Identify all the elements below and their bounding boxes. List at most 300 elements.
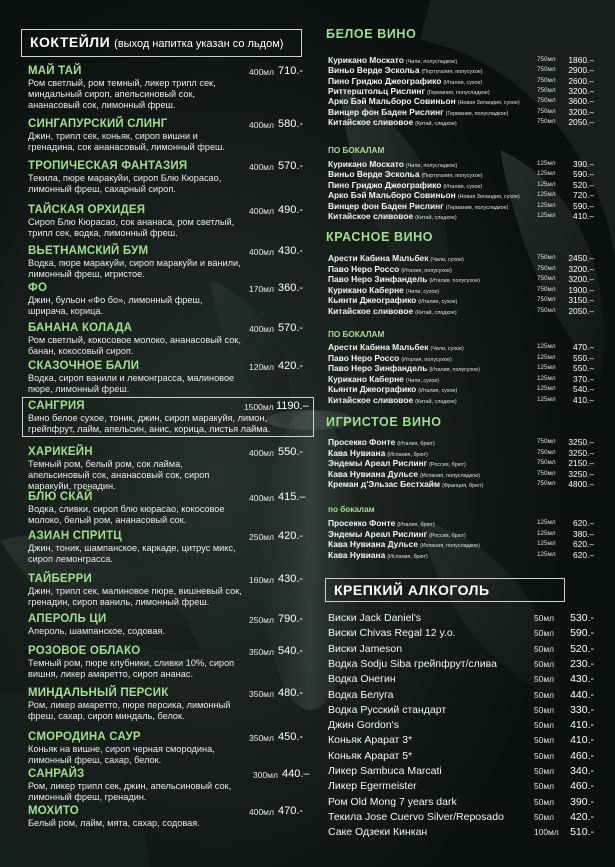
wine-price: 3600.– — [568, 96, 594, 107]
wine-price: 590.– — [573, 200, 594, 211]
cocktail-description: Темный ром, белый ром, сок лайма, апельсиновый сок, ананасовый сок, сироп маракуйи, гренадин. — [28, 459, 210, 491]
wine-volume: 125мл — [537, 395, 556, 403]
white-wine-title: БЕЛОЕ ВИНО — [326, 27, 417, 41]
cocktail-name: САНГРИЯ — [28, 400, 85, 412]
spirit-name: Ликер Egermeister — [328, 780, 417, 793]
spirit-volume: 50мл — [534, 689, 554, 700]
wine-price: 2900.– — [568, 65, 594, 76]
wine-volume: 750мл — [537, 97, 556, 105]
wine-row — [328, 295, 594, 305]
cocktail-item — [28, 282, 313, 317]
wine-name-text: Паво Неро Зинфандель — [328, 363, 428, 373]
wine-row — [328, 159, 594, 169]
sparkling-wine-glass-title: по бокалам — [328, 505, 375, 514]
wine-note: (Испания, полусладкое) — [420, 472, 480, 479]
cocktail-name: ТАЙСКАЯ ОРХИДЕЯ — [28, 204, 146, 216]
wine-row — [328, 529, 594, 539]
cocktail-volume: 400мл — [249, 807, 274, 817]
spirit-name: Водка Русский стандарт — [328, 703, 447, 716]
wine-volume: 750мл — [537, 264, 556, 272]
cocktail-price: 415.– — [278, 491, 306, 503]
wine-name-text: Кава Нувиана Дульсе — [328, 468, 418, 479]
wine-name-text: Паво Неро Россо — [328, 352, 400, 363]
cocktail-price: 430.- — [278, 245, 304, 257]
wine-price: 720.– — [573, 190, 594, 201]
cocktail-name: ФО — [28, 282, 48, 294]
wine-price: 590.– — [573, 169, 594, 180]
wine-volume: 125мл — [537, 160, 556, 167]
spirit-name: Текила Jose Cuervo Silver/Reposado — [328, 810, 504, 823]
wine-note: (Португалия, полусухое) — [421, 69, 483, 76]
wine-price: 410.– — [573, 394, 594, 405]
wine-price: 470.– — [573, 342, 594, 352]
wine-price: 3200.– — [568, 263, 594, 274]
wine-volume: 750мл — [537, 107, 556, 115]
spirit-row — [328, 749, 594, 764]
spirit-row — [328, 672, 594, 687]
wine-name-text: Арко Бэй Мальборо Совиньон — [328, 190, 456, 201]
wine-price: 620.– — [573, 549, 594, 560]
wine-row — [328, 550, 594, 560]
wine-note: (Новая Зеландия, сухое) — [457, 194, 520, 201]
spirit-volume: 50мл — [534, 796, 554, 807]
cocktail-price: 420.- — [278, 530, 304, 542]
cocktail-description: Джин, трипл сек, малиновое пюре, вишневый сок, гренадин, сироп ваниль, лимонный фреш. — [28, 586, 242, 607]
spirit-volume: 100мл — [534, 827, 559, 838]
wine-row — [328, 363, 594, 373]
spirit-volume: 50мл — [534, 643, 554, 654]
wine-price: 3200.– — [568, 106, 594, 117]
wine-row — [328, 374, 594, 384]
wine-name-text: Арести Кабина Мальбек — [328, 342, 429, 352]
cocktail-name: РОЗОВОЕ ОБЛАКО — [28, 645, 141, 657]
spirit-price: 340.- — [570, 765, 594, 777]
cocktail-description: Водка, сироп ванили и лемонграсса, малиновое пюре, лимонный фреш. — [28, 373, 235, 394]
wine-row — [328, 117, 594, 127]
wine-name-text: Китайское сливовое — [328, 305, 414, 316]
cocktail-item — [28, 446, 313, 492]
wine-row — [328, 65, 594, 75]
spirits-title: КРЕПКИЙ АЛКОГОЛЬ — [334, 582, 490, 598]
cocktail-volume: 120мл — [249, 362, 274, 372]
wine-price: 390.– — [573, 159, 594, 169]
spirit-name: Ром Old Mong 7 years dark — [328, 795, 457, 808]
spirit-name: Саке Одзеки Кинкан — [328, 826, 428, 839]
cocktail-description: Джин, тоник, шампанское, каркаде, цитрус микс, сироп лемонграсса. — [28, 543, 236, 564]
wine-price: 2150.– — [568, 458, 594, 468]
wine-volume: 750мл — [537, 117, 556, 125]
wine-name-text: Китайское сливовое — [328, 116, 414, 127]
wine-name-text: Пино Гриджо Джеографико — [328, 75, 442, 86]
spirit-row — [328, 779, 594, 794]
spirit-volume: 50мл — [534, 781, 554, 792]
cocktail-item — [28, 245, 313, 280]
wine-name-text: Китайское сливовое — [328, 394, 414, 405]
wine-volume: 750мл — [537, 86, 556, 94]
spirit-price: 410.- — [570, 719, 594, 732]
wine-note: (Китай, сладкое) — [415, 309, 457, 316]
wine-volume: 750мл — [537, 275, 556, 282]
cocktail-description: Текила, пюре маракуйи, сироп Блю Кюрасао, лимонный фреш, сахарный сироп. — [28, 173, 222, 194]
wine-name-text: Курикано Каберне — [328, 373, 404, 384]
cocktail-description: Сироп Блю Кюрасао, сок ананаса, ром светлый, трипл сек, водка, лимонный фреш. — [28, 217, 235, 238]
wine-name-text: Эндемы Ареал Рислинг — [328, 458, 428, 468]
white-wine-glass-title: ПО БОКАЛАМ — [328, 146, 385, 155]
wine-volume: 125мл — [537, 529, 556, 537]
cocktail-name: САНРАЙЗ — [28, 768, 85, 780]
wine-note: (Россия, брют) — [429, 462, 466, 468]
cocktail-volume: 400мл — [249, 493, 274, 503]
wine-note: (Италия, сухое) — [418, 388, 458, 394]
wine-row — [328, 458, 594, 468]
wine-name-text: Кьянти Джеографико — [328, 295, 417, 305]
cocktail-volume: 350мл — [249, 733, 274, 743]
cocktail-volume: 170мл — [249, 284, 274, 294]
spirit-name: Виски Chivas Regal 12 y.o. — [328, 627, 456, 640]
spirit-name: Ликер Sambuca Marcati — [328, 765, 442, 777]
cocktail-name: МАЙ ТАЙ — [28, 65, 82, 77]
spirit-name: Водка Sodju Siba грейпфрут/слива — [328, 657, 497, 670]
wine-volume: 125мл — [537, 550, 556, 558]
cocktail-price: 540.- — [278, 645, 304, 657]
cocktail-volume: 400мл — [249, 162, 274, 172]
cocktail-item — [28, 491, 313, 526]
wine-row — [328, 76, 594, 86]
spirit-price: 520.- — [570, 642, 594, 655]
wine-volume: 125мл — [537, 180, 556, 188]
cocktail-item — [28, 160, 313, 195]
wine-note: (Китай, сладкое) — [415, 398, 457, 405]
wine-row — [328, 211, 594, 221]
wine-price: 3250.– — [568, 468, 594, 479]
cocktail-volume: 350мл — [249, 689, 274, 699]
cocktail-item — [28, 768, 313, 803]
cocktail-volume: 400мл — [249, 448, 274, 458]
wine-note: (Чили, сухое) — [430, 257, 464, 263]
spirit-volume: 50мл — [534, 750, 554, 761]
wine-name — [328, 395, 457, 407]
wine-note: (Россия, брют) — [429, 532, 466, 539]
spirit-price: 510.- — [570, 826, 594, 839]
wine-row — [328, 306, 594, 316]
cocktail-volume: 350мл — [249, 647, 274, 657]
wine-row — [328, 539, 594, 549]
wine-row — [328, 107, 594, 117]
cocktail-description: Ром, ликер амаретто, пюре персика, лимонный фреш, сахар, сироп миндаль, белок. — [28, 700, 231, 721]
spirit-name: Джин Gordon's — [328, 719, 399, 732]
cocktail-price: 580.- — [278, 118, 304, 130]
cocktail-price: 360.- — [278, 282, 304, 294]
wine-name-text: Виньо Верде Эскольа — [328, 169, 420, 180]
wine-name-text: Эндемы Ареал Рислинг — [328, 528, 428, 539]
wine-row — [328, 55, 594, 65]
spirit-volume: 50мл — [534, 658, 554, 669]
wine-row — [328, 479, 594, 489]
spirit-name: Водка Белуга — [328, 688, 394, 701]
wine-note: (Испания, полусладкое) — [420, 543, 480, 549]
wine-row — [328, 274, 594, 284]
wine-volume: 750мл — [537, 66, 556, 74]
wine-price: 3150.– — [568, 295, 594, 305]
wine-price: 620.– — [573, 518, 594, 528]
cocktail-name: СИНГАПУРСКИЙ СЛИНГ — [28, 118, 168, 130]
cocktail-description: Темный ром, пюре клубники, сливки 10%, сироп вишня, ликер амаретто, сироп ананас. — [28, 658, 235, 679]
wine-volume: 125мл — [537, 212, 556, 219]
wine-row — [328, 201, 594, 211]
cocktail-volume: 400мл — [249, 324, 274, 334]
spirit-price: 390.- — [570, 795, 594, 808]
cocktail-item — [28, 530, 313, 565]
spirit-price: 230.- — [570, 657, 594, 670]
wine-name-text: Китайское сливовое — [328, 211, 414, 221]
wine-name-text: Паво Неро Зинфандель — [328, 274, 428, 284]
cocktail-price: 420.- — [278, 360, 304, 372]
wine-name-text: Просекко Фонте — [328, 518, 396, 528]
wine-price: 370.– — [573, 373, 594, 384]
wine-row — [328, 469, 594, 479]
spirit-row — [328, 626, 594, 641]
spirit-price: 460.- — [570, 780, 594, 793]
wine-row — [328, 395, 594, 405]
wine-name-text: Курикано Москато — [328, 159, 404, 169]
cocktail-description: Вино белое сухое, тоник, джин, сироп маракуйя, лимон, грейпфрут, лайм, апельсин, анис, корица, листья лайма. — [28, 413, 271, 434]
wine-note: (Чили, сухое) — [430, 346, 464, 352]
cocktail-item — [28, 65, 313, 111]
cocktail-description: Ром светлый, кокосовое молоко, ананасовый сок, банан, кокосовый сироп. — [28, 335, 241, 356]
wine-volume: 125мл — [537, 540, 556, 547]
wine-name-text: Пино Гриджо Джеографико — [328, 179, 442, 190]
spirit-name: Водка Онегин — [328, 673, 396, 686]
wine-name-text: Арести Кабина Мальбек — [328, 253, 429, 263]
wine-volume: 125мл — [537, 343, 556, 350]
cocktail-volume: 250мл — [249, 615, 274, 625]
wine-price: 3250.– — [568, 447, 594, 458]
spirit-name: Виски Jameson — [328, 642, 403, 655]
wine-price: 3200.– — [568, 85, 594, 96]
spirit-volume: 50мл — [534, 766, 554, 776]
cocktail-name: БАНАНА КОЛАДА — [28, 322, 133, 334]
cocktail-description: Водка, сливки, сироп блю кюрасао, кокосовое молоко, белый ром, ананасовый сок. — [28, 504, 225, 525]
wine-name-text: Винцер фон Баден Рислинг — [328, 200, 444, 211]
wine-price: 3200.– — [568, 274, 594, 284]
wine-note: (Китай, сладкое) — [415, 120, 457, 127]
cocktail-item — [28, 645, 313, 680]
wine-note: (Новая Зеландия, сухое) — [457, 100, 520, 107]
spirit-row — [328, 733, 594, 748]
wine-note: (Чили, полусладкое) — [405, 59, 458, 65]
cocktail-description: Джин, бульон «Фо бо», лимонный фреш, шрирача, корица. — [28, 295, 203, 316]
wine-price: 410.– — [573, 211, 594, 221]
cocktail-item — [28, 805, 313, 829]
spirit-volume: 50мл — [534, 720, 554, 731]
wine-name-text: Риттерштольц Рислинг — [328, 85, 425, 96]
wine-note: (Италия, сухое) — [443, 79, 483, 86]
cocktail-item — [28, 204, 313, 239]
cocktails-header — [21, 29, 302, 57]
spirit-price: 430.- — [570, 673, 594, 686]
wine-name-text: Паво Неро Россо — [328, 263, 400, 274]
cocktail-name: АЗИАН СПРИТЦ — [28, 530, 122, 542]
cocktail-volume: 400мл — [249, 67, 274, 77]
wine-name — [328, 117, 457, 129]
wine-row — [328, 342, 594, 352]
wine-note: (Португалия, полусухое) — [421, 173, 483, 180]
spirit-price: 590.- — [570, 627, 594, 640]
cocktail-item — [28, 360, 313, 395]
spirit-volume: 50мл — [534, 811, 554, 822]
wine-note: (Чили, сухое) — [405, 377, 440, 384]
wine-volume: 125мл — [537, 191, 556, 199]
wine-note: (Италия, брют) — [397, 522, 435, 528]
wine-volume: 750мл — [537, 459, 556, 466]
wine-price: 2050.– — [568, 116, 594, 127]
wine-price: 620.– — [573, 539, 594, 549]
wine-note: (Германия, полусладкое) — [445, 204, 509, 211]
wine-note: (Чили, полусладкое) — [405, 163, 458, 169]
wine-row — [328, 190, 594, 200]
wine-note: (Италия, сухое) — [443, 183, 483, 190]
spirit-row — [328, 825, 594, 840]
spirit-price: 440.- — [570, 688, 594, 701]
cocktail-item — [28, 400, 313, 435]
cocktail-price: 570.- — [278, 322, 304, 334]
spirit-name: Коньяк Арарат 5* — [328, 749, 413, 762]
wine-price: 2450.– — [568, 253, 594, 263]
cocktail-name: МОХИТО — [28, 805, 79, 817]
wine-volume: 750мл — [537, 56, 556, 63]
cocktail-name: ТАЙБЕРРИ — [28, 573, 93, 585]
cocktail-price: 1190.– — [276, 400, 309, 412]
cocktail-description: Джин, трипл сек, коньяк, сироп вишни и гренадина, сок ананасовый, лимонный фреш. — [28, 131, 225, 152]
wine-note: (Германия, полусладкое) — [445, 110, 509, 117]
wine-row — [328, 448, 594, 458]
cocktails-title: КОКТЕЙЛИ — [30, 34, 111, 50]
cocktail-price: 570.- — [278, 160, 304, 172]
red-wine-glass-title: ПО БОКАЛАМ — [328, 330, 385, 339]
wine-row — [328, 518, 594, 528]
wine-name-text: Арко Бэй Мальборо Совиньон — [328, 96, 456, 107]
cocktail-volume: 300мл — [253, 770, 278, 780]
wine-price: 1900.– — [568, 284, 594, 295]
cocktail-name: ТРОПИЧЕСКАЯ ФАНТАЗИЯ — [28, 160, 188, 172]
spirit-row — [328, 611, 594, 626]
wine-row — [328, 180, 594, 190]
cocktail-price: 450.- — [278, 731, 304, 743]
wine-volume: 750мл — [537, 76, 556, 84]
spirit-name: Виски Jack Daniel's — [328, 612, 422, 624]
wine-volume: 750мл — [537, 469, 556, 477]
wine-name-text: Кава Нувиана — [328, 549, 386, 560]
wine-price: 1860.– — [568, 55, 594, 65]
cocktail-price: 490.- — [278, 204, 304, 216]
spirit-row — [328, 718, 594, 733]
wine-note: (Италия, сухое) — [418, 299, 458, 305]
cocktail-volume: 160мл — [249, 575, 274, 585]
wine-volume: 125мл — [537, 519, 556, 526]
spirit-price: 460.- — [570, 749, 594, 762]
wine-name-text: Курикано Каберне — [328, 284, 404, 295]
wine-price: 540.– — [573, 384, 594, 394]
wine-row — [328, 384, 594, 394]
wine-price: 4800.– — [568, 479, 594, 489]
spirit-price: 420.- — [570, 810, 594, 823]
spirit-row — [328, 688, 594, 703]
wine-name-text: Кьянти Джеографико — [328, 384, 417, 394]
cocktail-description: Ром, ликер трипл сек, джин, апельсиновый сок, лимонный фреш, гренадин. — [28, 781, 232, 802]
wine-volume: 750мл — [537, 448, 556, 456]
spirit-row — [328, 795, 594, 810]
wine-note: (Чили, сухое) — [405, 288, 440, 295]
wine-price: 550.– — [573, 352, 594, 363]
cocktail-volume: 400мл — [249, 206, 274, 216]
spirit-price: 330.- — [570, 703, 594, 716]
wine-name — [328, 550, 428, 562]
cocktail-name: БЛЮ СКАЙ — [28, 491, 93, 503]
wine-row — [328, 169, 594, 179]
cocktail-description: Ром светлый, ром темный, ликер трипл сек, миндальный сироп, апельсиновый сок, ананасовый сок, лимонный фреш. — [28, 78, 216, 110]
cocktail-name: ХАРИКЕЙН — [28, 446, 93, 458]
wine-volume: 125мл — [537, 374, 556, 382]
cocktail-description: Белый ром, лайм, мята, сахар, содовая. — [28, 818, 200, 828]
cocktail-price: 550.- — [278, 446, 304, 458]
spirit-price: 530.- — [570, 612, 594, 624]
wine-volume: 750мл — [537, 254, 556, 261]
spirits-header — [325, 578, 565, 602]
spirit-row — [328, 657, 594, 672]
cocktail-item — [28, 687, 313, 722]
spirit-row — [328, 810, 594, 825]
wine-price: 2050.– — [568, 305, 594, 316]
cocktail-volume: 400мл — [249, 120, 274, 130]
wine-note: (Италия, полусухое) — [401, 356, 452, 363]
spirit-volume: 50мл — [534, 674, 554, 685]
wine-name-text: Винцер фон Баден Рислинг — [328, 106, 444, 117]
spirit-volume: 50мл — [534, 628, 554, 639]
spirit-row — [328, 703, 594, 718]
cocktail-description: Апероль, шампанское, содовая. — [28, 626, 165, 636]
wine-volume: 125мл — [537, 170, 556, 178]
cocktail-price: 440.– — [282, 768, 310, 780]
cocktail-item — [28, 731, 313, 766]
cocktail-item — [28, 322, 313, 357]
wine-volume: 750мл — [537, 480, 556, 487]
wine-name-text: Виньо Верде Эскольа — [328, 65, 420, 76]
wine-price: 2600.– — [568, 75, 594, 86]
spirit-volume: 50мл — [534, 704, 554, 715]
cocktail-name: МИНДАЛЬНЫЙ ПЕРСИК — [28, 687, 169, 699]
wine-row — [328, 96, 594, 106]
cocktail-description: Водка, пюре маракуйи, сироп маракуйи и ванили, лимонный фреш, игристое. — [28, 258, 241, 279]
wine-note: (Италия, полусухое) — [429, 278, 480, 284]
wine-volume: 750мл — [537, 306, 556, 314]
wine-name-text: Кава Нувиана Дульсе — [328, 539, 418, 549]
cocktail-price: 480.- — [278, 687, 304, 699]
spirit-price: 410.- — [570, 734, 594, 747]
wine-volume: 750мл — [537, 438, 556, 445]
wine-row — [328, 264, 594, 274]
cocktail-description: Коньяк на вишне, сироп черная смородина, лимонный фреш, сахар, белок. — [28, 744, 215, 765]
spirit-row — [328, 764, 594, 779]
spirit-row — [328, 642, 594, 657]
wine-name — [328, 211, 457, 223]
wine-note: (Испания, брют) — [387, 553, 428, 560]
wine-price: 520.– — [573, 179, 594, 190]
wine-price: 3250.– — [568, 437, 594, 447]
cocktail-price: 790.- — [278, 613, 304, 625]
wine-name-text: Кава Нувиана — [328, 447, 386, 458]
red-wine-title: КРАСНОЕ ВИНО — [326, 230, 434, 244]
cocktail-item — [28, 613, 313, 637]
